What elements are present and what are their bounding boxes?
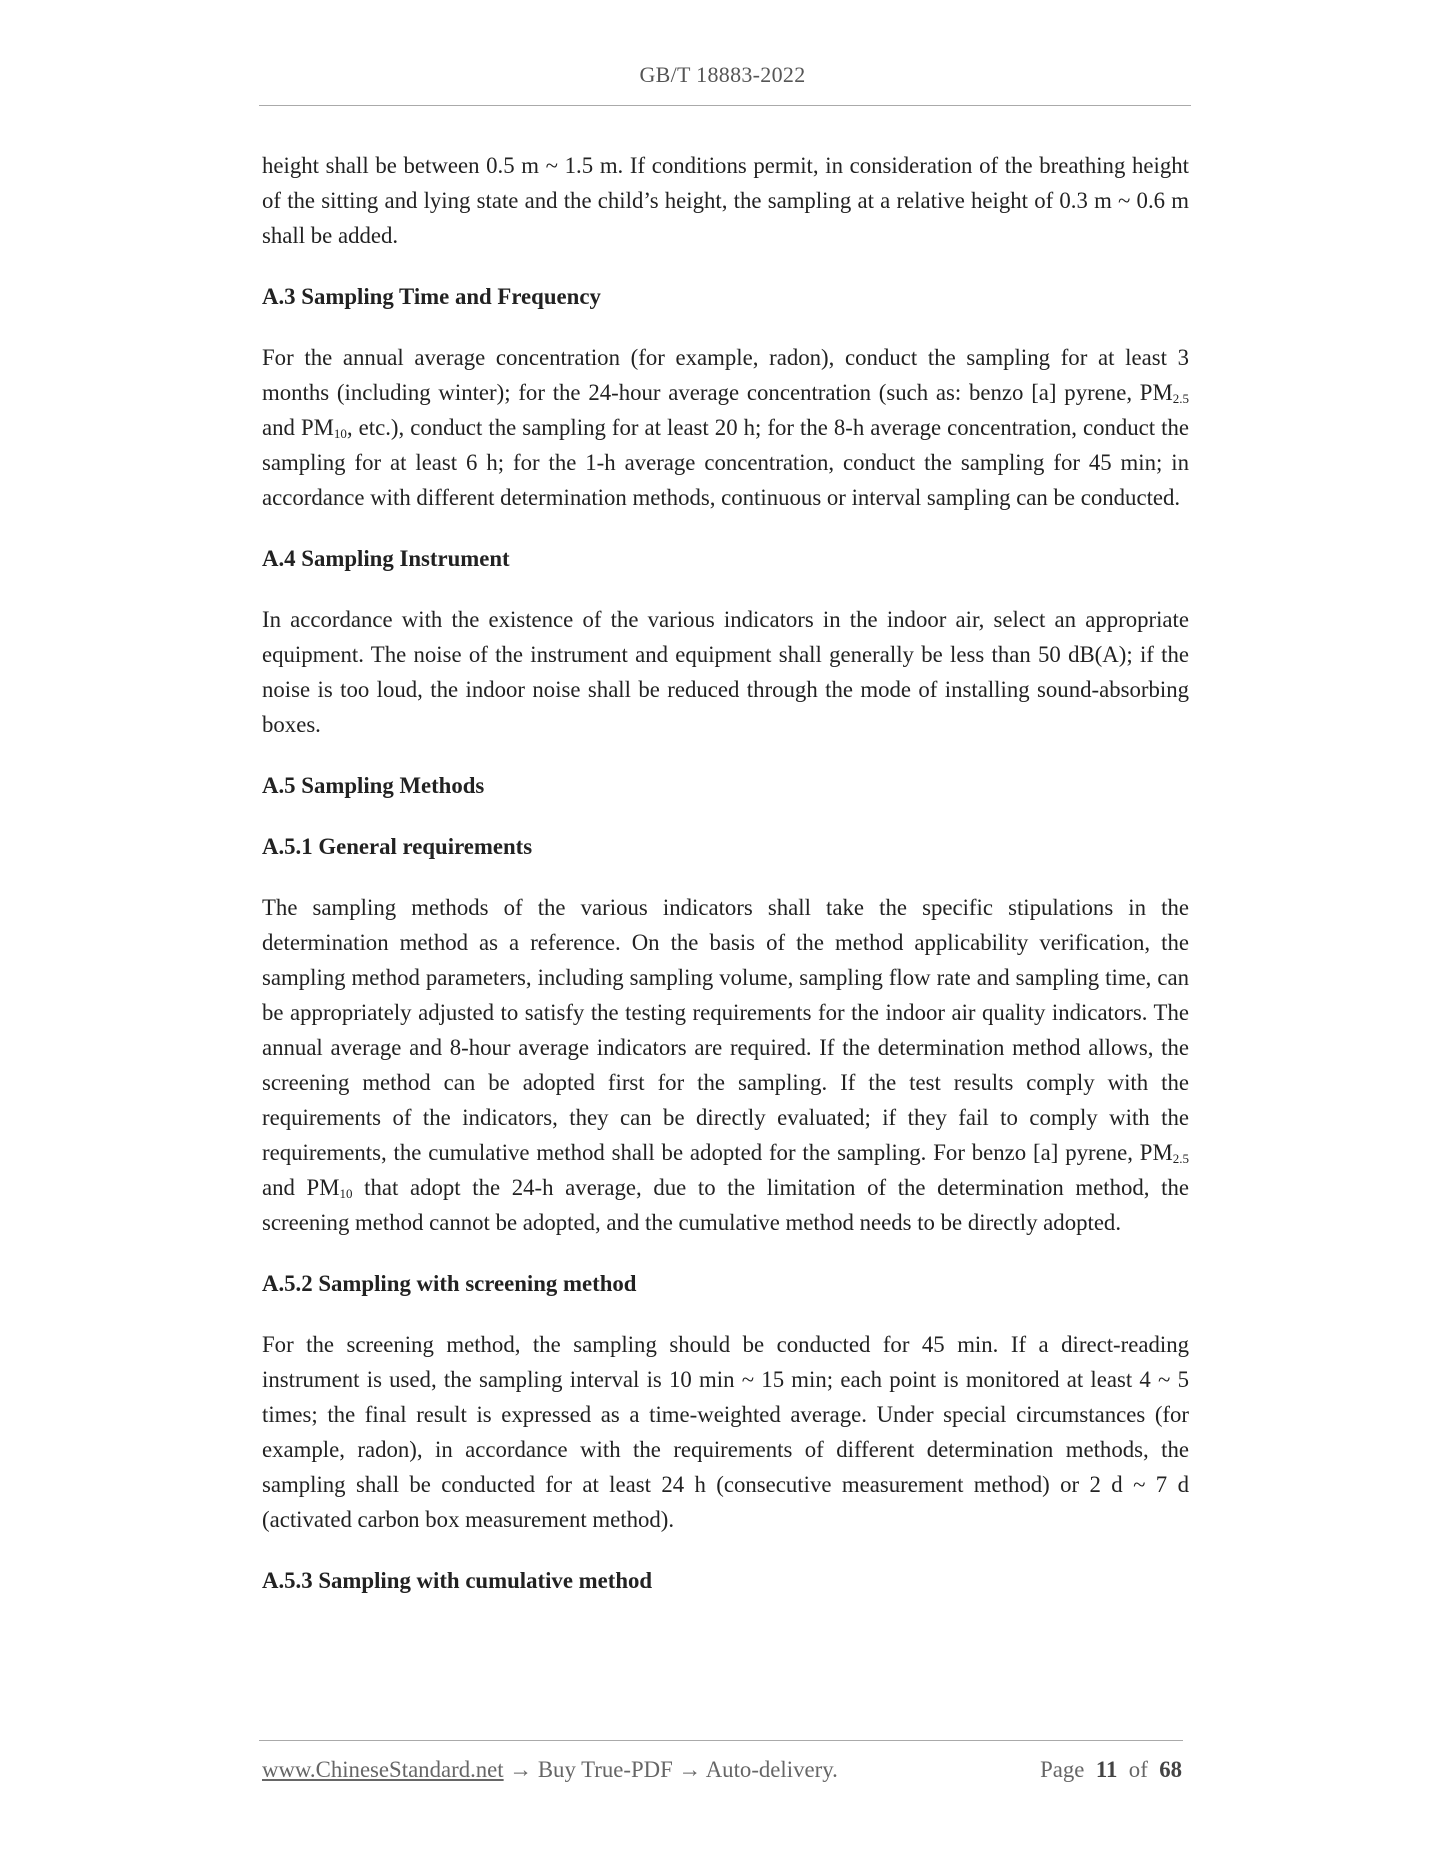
section-a51-heading: A.5.1 General requirements xyxy=(262,834,533,859)
text-run: , etc.), conduct the sampling for at least 20 h; for the 8-h average concentration, conduct the sampling for at least 6 h; for the 1-h average concentration, conduct the sampling for 45 min; in accordance with different determination methods, continuous or interval sampling can be conducted. xyxy=(262,415,1189,510)
footer-divider xyxy=(259,1740,1183,1741)
section-a3-paragraph xyxy=(262,340,1189,515)
of-label: of xyxy=(1128,1757,1148,1782)
section-a3-heading: A.3 Sampling Time and Frequency xyxy=(262,284,601,309)
text-run: and PM xyxy=(262,415,334,440)
intro-paragraph: height shall be between 0.5 m ~ 1.5 m. If conditions permit, in consideration of the breathing height of the sitting and lying state and the child’s height, the sampling at a relative height of 0.3 m ~ 0.6 m shall be added. xyxy=(262,153,1189,248)
section-a52-heading: A.5.2 Sampling with screening method xyxy=(262,1271,637,1296)
website-link[interactable]: www.ChineseStandard.net xyxy=(262,1757,504,1782)
text-run: and PM xyxy=(262,1175,340,1200)
section-a52-paragraph: For the screening method, the sampling should be conducted for 45 min. If a direct-reading instrument is used, the sampling interval is 10 min ~ 15 min; each point is monitored at least 4 ~ 5 times; the final result is expressed as a time-weighted average. Under special circumstances (for example, radon), in accordance with the requirements of different determination methods, the sampling shall be conducted for at least 24 h (consecutive measurement method) or 2 d ~ 7 d (activated carbon box measurement method). xyxy=(262,1332,1189,1532)
section-a5-heading: A.5 Sampling Methods xyxy=(262,773,485,798)
footer-promo xyxy=(262,1757,838,1783)
page-number xyxy=(1040,1757,1182,1783)
subscript: 10 xyxy=(339,1186,353,1201)
section-a53-heading: A.5.3 Sampling with cumulative method xyxy=(262,1568,653,1593)
subscript: 2.5 xyxy=(1172,1151,1189,1166)
page-content xyxy=(262,148,1189,1598)
text-run: For the annual average concentration (for example, radon), conduct the sampling for at least 3 months (including winter); for the 24-hour average concentration (such as: benzo [a] pyrene, PM xyxy=(262,345,1189,405)
buy-pdf-text: Buy True-PDF xyxy=(537,1757,673,1782)
header-divider xyxy=(259,105,1191,106)
document-code-header: GB/T 18883-2022 xyxy=(639,62,806,87)
current-page-number: 11 xyxy=(1095,1757,1118,1782)
subscript: 2.5 xyxy=(1172,391,1189,406)
arrow-icon: → xyxy=(503,1757,538,1782)
arrow-icon: → xyxy=(672,1757,706,1782)
auto-delivery-text: Auto-delivery. xyxy=(705,1757,838,1782)
subscript: 10 xyxy=(333,426,347,441)
section-a4-heading: A.4 Sampling Instrument xyxy=(262,546,510,571)
section-a4-paragraph: In accordance with the existence of the various indicators in the indoor air, select an appropriate equipment. The noise of the instrument and equipment shall generally be less than 50 dB(A); if the noise is too loud, the indoor noise shall be reduced through the mode of installing sound-absorbing boxes. xyxy=(262,607,1189,737)
total-page-count: 68 xyxy=(1159,1757,1182,1782)
page-label: Page xyxy=(1040,1757,1085,1782)
section-a51-paragraph xyxy=(262,890,1189,1240)
text-run: The sampling methods of the various indicators shall take the specific stipulations in the determination method as a reference. On the basis of the method applicability verification, the sampling method parameters, including sampling volume, sampling flow rate and sampling time, can be appropriately adjusted to satisfy the testing requirements for the indoor air quality indicators. The annual average and 8-hour average indicators are required. If the determination method allows, the screening method can be adopted first for the sampling. If the test results comply with the requirements of the indicators, they can be directly evaluated; if they fail to comply with the requirements, the cumulative method shall be adopted for the sampling. For benzo [a] pyrene, PM xyxy=(262,895,1189,1165)
text-run: that adopt the 24-h average, due to the limitation of the determination method, the screening method cannot be adopted, and the cumulative method needs to be directly adopted. xyxy=(262,1175,1189,1235)
